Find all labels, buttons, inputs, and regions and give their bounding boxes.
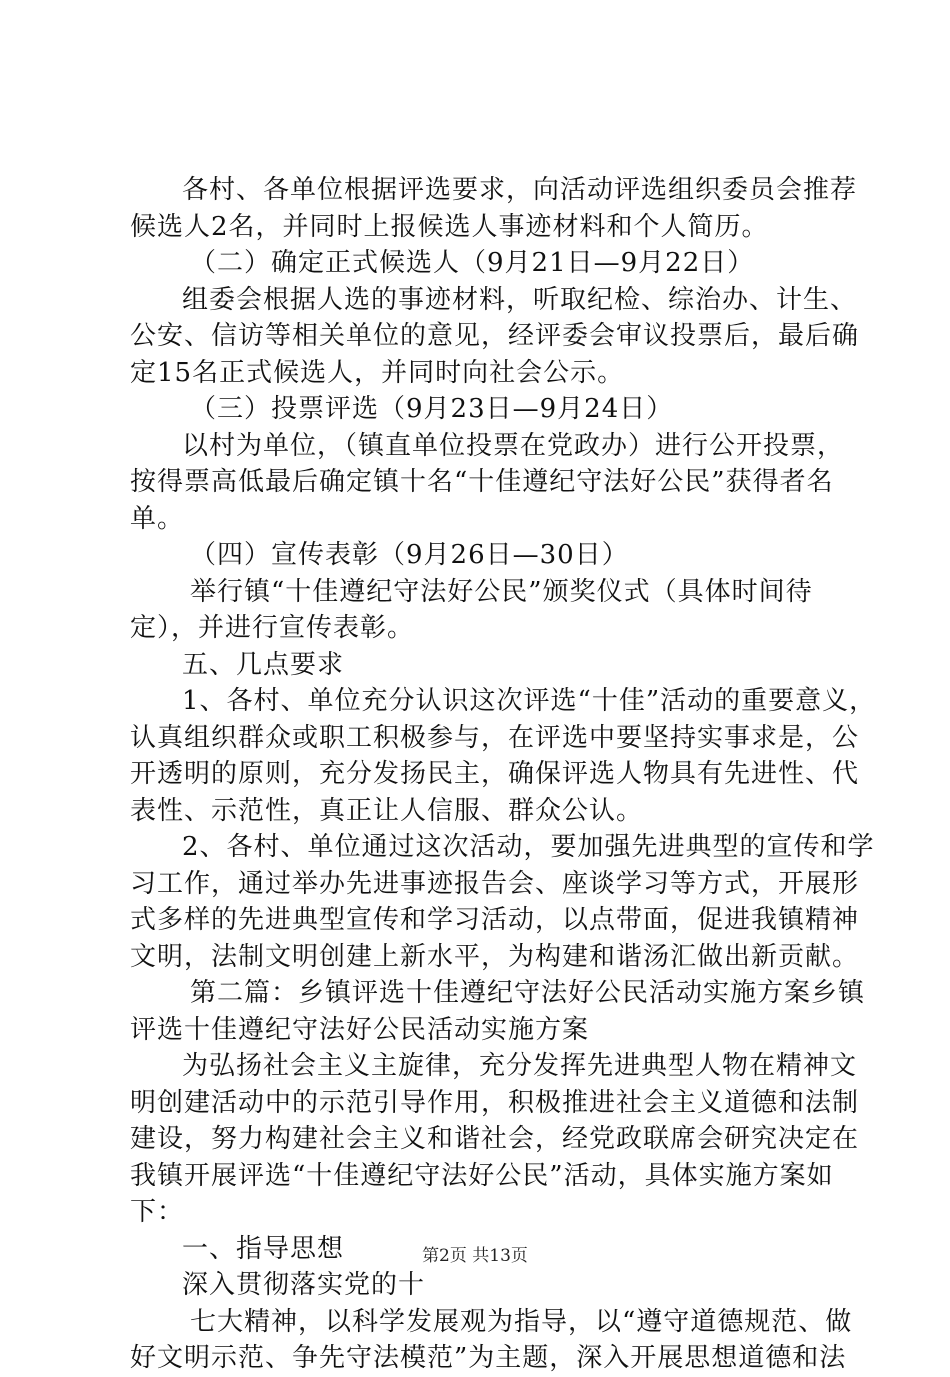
section-heading: 一、指导思想 (182, 1233, 345, 1264)
text-line: 我镇开展评选“十佳遵纪守法好公民”活动，具体实施方案如 (130, 1160, 834, 1191)
text-line: 式多样的先进典型宣传和学习活动，以点带面，促进我镇精神 (130, 905, 860, 935)
text-line: 表性、示范性，真正让人信服、群众公认。 (130, 795, 644, 826)
text-line: 举行镇“十佳遵纪守法好公民”颁奖仪式（具体时间待 (190, 576, 813, 607)
text-line: 好文明示范、争先守法模范”为主题，深入开展思想道德和法 (130, 1343, 847, 1373)
text-line: 定15名正式候选人，并同时向社会公示。 (130, 357, 625, 388)
document-body (130, 172, 877, 1377)
text-line: 单。 (130, 503, 185, 534)
text-line: 习工作，通过举办先进事迹报告会、座谈学习等方式，开展形 (130, 868, 860, 899)
text-line: 按得票高低最后确定镇十名“十佳遵纪守法好公民”获得者名 (130, 467, 834, 497)
text-line: 开透明的原则，充分发扬民主，确保评选人物具有先进性、代 (130, 759, 860, 789)
text-line: 组委会根据人选的事迹材料，听取纪检、综治办、计生、 (182, 284, 858, 315)
section-heading: 五、几点要求 (182, 649, 345, 680)
chapter-heading: 评选十佳遵纪守法好公民活动实施方案 (130, 1014, 590, 1045)
text-line: 七大精神，以科学发展观为指导，以“遵守道德规范、做 (190, 1306, 853, 1337)
text-line: 候选人2名，并同时上报候选人事迹材料和个人简历。 (130, 211, 769, 242)
text-line: 以村为单位，（镇直单位投票在党政办）进行公开投票， (182, 430, 845, 461)
page-number: 第2页 共13页 (422, 1246, 528, 1266)
text-line: 各村、各单位根据评选要求，向活动评选组织委员会推荐 (182, 175, 858, 205)
text-line: 明创建活动中的示范引导作用，积极推进社会主义道德和法制 (130, 1087, 860, 1118)
text-line: 定），并进行宣传表彰。 (130, 613, 415, 643)
text-line: 1、各村、单位充分认识这次评选“十佳”活动的重要意义， (182, 686, 877, 716)
section-heading: （二）确定正式候选人（9月21日—9月22日） (190, 248, 755, 278)
section-heading: （三）投票评选（9月23日—9月24日） (190, 394, 674, 424)
text-line: 建设，努力构建社会主义和谐社会，经党政联席会研究决定在 (130, 1124, 860, 1154)
text-line: 文明，法制文明创建上新水平，为构建和谐汤汇做出新贡献。 (130, 941, 860, 972)
chapter-heading: 第二篇：乡镇评选十佳遵纪守法好公民活动实施方案乡镇 (190, 978, 866, 1008)
text-line: 公安、信访等相关单位的意见，经评委会审议投票后，最后确 (130, 321, 860, 351)
text-line: 深入贯彻落实党的十 (182, 1270, 426, 1300)
text-line: 2、各村、单位通过这次活动，要加强先进典型的宣传和学 (182, 832, 875, 862)
section-heading: （四）宣传表彰（9月26日—30日） (190, 540, 629, 570)
text-line: 为弘扬社会主义主旋律，充分发挥先进典型人物在精神文 (182, 1051, 858, 1081)
text-line: 下： (130, 1197, 185, 1227)
text-line: 认真组织群众或职工积极参与，在评选中要坚持实事求是，公 (130, 722, 860, 753)
